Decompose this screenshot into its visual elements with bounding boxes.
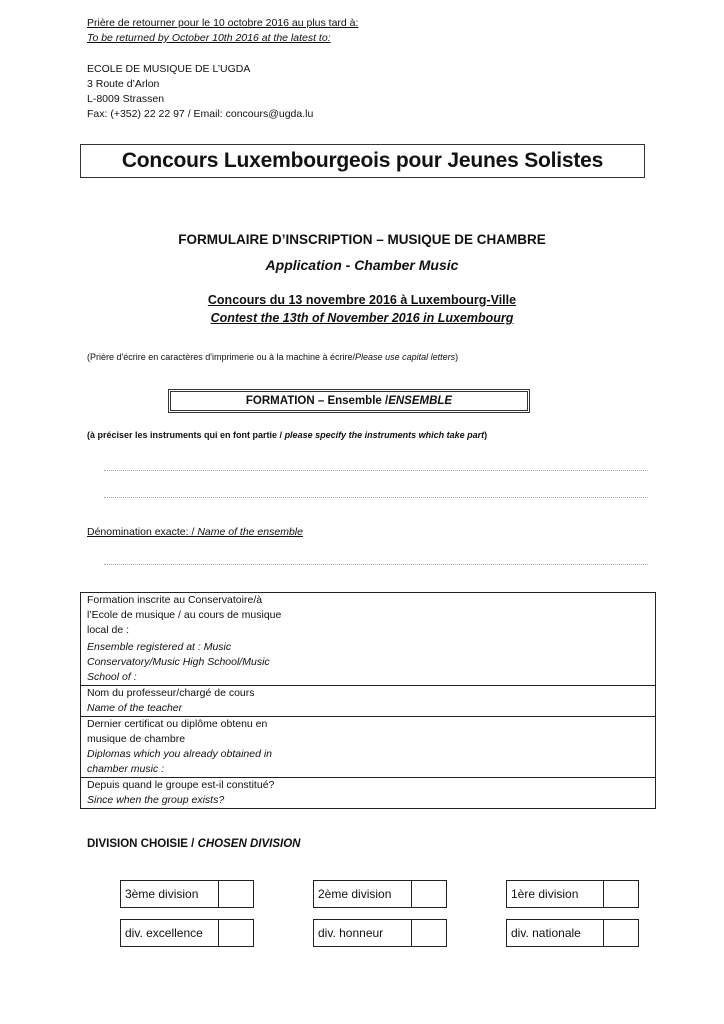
row-label-fr: Nom du professeur/chargé de cours: [87, 687, 255, 699]
row-registration-field[interactable]: [293, 593, 656, 686]
main-title: Concours Luxembourgeois pour Jeunes Solistes: [121, 149, 604, 172]
division-checkbox[interactable]: [604, 920, 638, 946]
division-option-excellence[interactable]: [120, 919, 254, 947]
division-checkbox[interactable]: [219, 881, 253, 907]
row-registration-label: [81, 593, 293, 686]
instruments-note-close: ): [484, 430, 488, 440]
row-since-label: [81, 778, 293, 809]
ensemble-name-line[interactable]: [104, 564, 648, 565]
row-teacher-label: [81, 686, 293, 717]
row-label-en: Name of the teacher: [87, 702, 183, 714]
division-title-en: CHOSEN DIVISION: [197, 838, 301, 850]
division-option-label: 3ème division: [121, 881, 219, 907]
address-line-1: ECOLE DE MUSIQUE DE L’UGDA: [87, 63, 251, 75]
row-teacher-field[interactable]: [293, 686, 656, 717]
instruments-note: [87, 430, 487, 440]
return-instructions-en: To be returned by October 10th 2016 at the latest to:: [87, 32, 331, 44]
table-row: [81, 778, 656, 809]
division-checkbox[interactable]: [219, 920, 253, 946]
row-label-en: Diplomas which you already obtained in chamber music :: [87, 748, 273, 775]
main-title-box: [80, 144, 645, 178]
address-line-2: 3 Route d’Arlon: [87, 78, 160, 90]
print-note-fr: (Prière d'écrire en caractères d'imprimerie ou à la machine à écrire/: [87, 352, 356, 362]
ensemble-name-en: Name of the ensemble: [197, 526, 303, 538]
table-row: [81, 593, 656, 686]
row-label-fr: Depuis quand le groupe est-il constitué?: [87, 779, 275, 791]
instruments-note-fr: (à préciser les instruments qui en font partie /: [87, 430, 285, 440]
contest-date-en: Contest the 13th of November 2016 in Luxembourg: [210, 311, 514, 325]
form-subtitle: Application - Chamber Music: [265, 257, 459, 273]
row-label-en: Ensemble registered at : Music Conservatory/Music High School/Music School of :: [87, 641, 270, 683]
row-diploma-field[interactable]: [293, 717, 656, 778]
ensemble-name-label: [87, 526, 303, 538]
return-instructions: [87, 16, 358, 46]
return-instructions-fr: Prière de retourner pour le 10 octobre 2016 au plus tard à:: [87, 17, 359, 29]
contest-date-fr: Concours du 13 novembre 2016 à Luxembourg-Ville: [207, 293, 517, 307]
division-option-label: div. honneur: [314, 920, 412, 946]
division-title-fr: DIVISION CHOISIE /: [87, 838, 198, 850]
row-label-fr: Formation inscrite au Conservatoire/à l’Ecole de musique / au cours de musique local de :: [87, 594, 282, 636]
formation-heading-fr: FORMATION – Ensemble /: [245, 395, 389, 407]
address-block: [87, 62, 313, 122]
division-option-nationale[interactable]: [506, 919, 639, 947]
ensemble-name-fr: Dénomination exacte: /: [87, 526, 198, 538]
formation-heading-box: [168, 389, 530, 413]
division-option-honneur[interactable]: [313, 919, 447, 947]
row-label-fr: Dernier certificat ou diplôme obtenu en musique de chambre: [87, 718, 268, 745]
print-note-close: ): [455, 352, 459, 362]
division-checkbox[interactable]: [412, 881, 446, 907]
form-title: FORMULAIRE D’INSCRIPTION – MUSIQUE DE CHAMBRE: [178, 232, 546, 247]
division-checkbox[interactable]: [604, 881, 638, 907]
division-checkbox[interactable]: [412, 920, 446, 946]
instruments-note-en: please specify the instruments which take part: [284, 430, 485, 440]
info-table: [80, 592, 656, 809]
table-row: [81, 717, 656, 778]
print-note-en: Please use capital letters: [355, 352, 456, 362]
print-note: [87, 352, 458, 362]
division-option-2eme[interactable]: [313, 880, 447, 908]
division-title: [87, 838, 300, 850]
instruments-line-1[interactable]: [104, 470, 648, 471]
row-since-field[interactable]: [293, 778, 656, 809]
division-option-1ere[interactable]: [506, 880, 639, 908]
instruments-line-2[interactable]: [104, 497, 648, 498]
division-option-3eme[interactable]: [120, 880, 254, 908]
division-option-label: div. excellence: [121, 920, 219, 946]
row-label-en: Since when the group exists?: [87, 794, 225, 806]
row-diploma-label: [81, 717, 293, 778]
table-row: [81, 686, 656, 717]
address-line-3: L-8009 Strassen: [87, 93, 165, 105]
division-option-label: div. nationale: [507, 920, 604, 946]
division-option-label: 2ème division: [314, 881, 412, 907]
division-option-label: 1ère division: [507, 881, 604, 907]
formation-heading-en: ENSEMBLE: [388, 395, 453, 407]
address-line-4: Fax: (+352) 22 22 97 / Email: concours@ugda.lu: [87, 108, 314, 120]
